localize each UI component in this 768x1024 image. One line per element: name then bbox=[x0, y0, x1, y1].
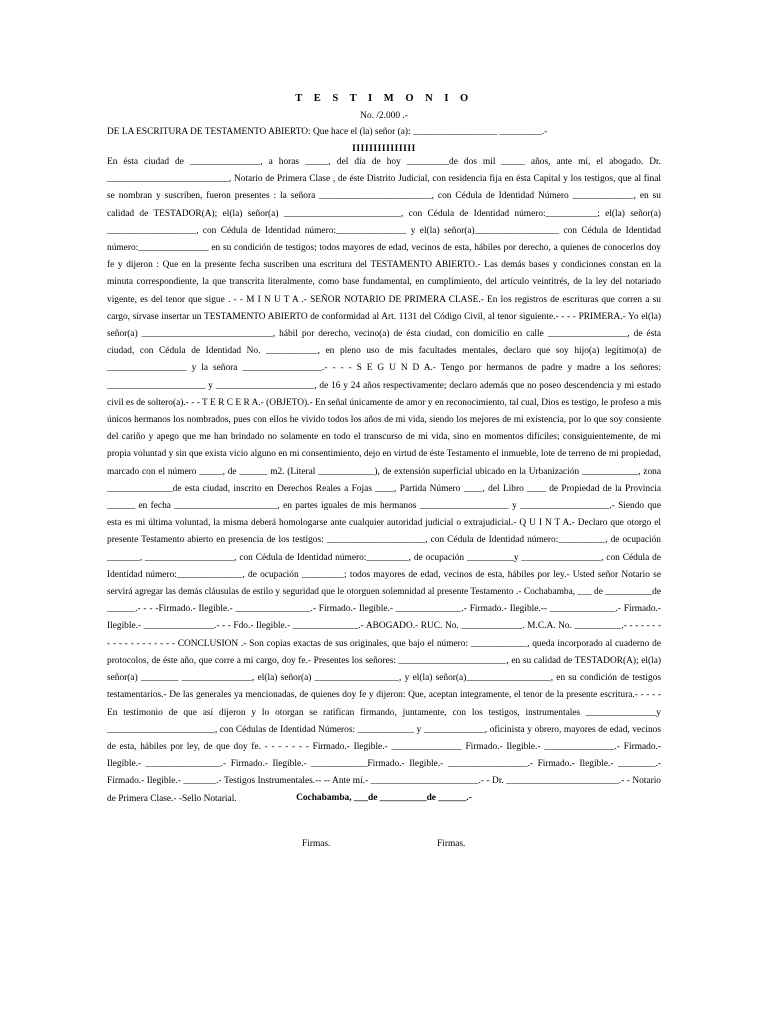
closing-line: Cochabamba, ___de __________de ______.- bbox=[296, 793, 472, 803]
document-body bbox=[107, 154, 661, 808]
body-text: En ésta ciudad de _______________, a horas _____, del día de hoy _________de dos mil _____ años, ante mí, el abogado. Dr. __________________________, Notario de Primera Clase , de éste Distrito Judicial, con residencia fija en ésta Capital y los testigos, que al final se nombran y suscriben, fueron presentes : la señora ________________________, con Cédula de Identidad Número _____________, en su calidad de TESTADOR(A); el(la) señor(a) _________________________, con Cédula de Identidad número:___________; el(la) señor(a) ___________________, con Cédula de Identidad número:_______________ y el(la) señor(a)__________________ con Cédula de Identidad número:_______________ en su condición de testigos; todos mayores de edad, vecinos de esta, hábiles por derecho, a quienes de conocerlos doy fe y dijeron : Que en la presente fecha suscriben una escritura del TESTAMENTO ABIERTO.- Las demás bases y condiciones constan en la minuta correspondiente, la que transcrita literalmente, como base fundamental, en cumplimiento, del artículo veintitrés, de la ley del notariado vigente, es del tenor que sigue . - - M I N U T A .- SEÑOR NOTARIO DE PRIMERA CLASE.- En los registros de escrituras que corren a su cargo, sírvase insertar un TESTAMENTO ABIERTO de conformidad al Art. 1131 del Código Civil, al tenor siguiente.- - - - PRIMERA.- Yo el(la) señor(a) ____________________________, hábil por derecho, vecino(a) de ésta ciudad, con domicilio en calle _________________, de ésta ciudad, con Cédula de Identidad No. ___________, en pleno uso de mis facultades mentales, declaro que soy hijo(a) legítimo(a) de _________________ y la señora _________________.- - - - S E G U N D A.- Tengo por hermanos de padre y madre a los señores: _____________________ y _____________________, de 16 y 24 años respectivamente; declaro además que no poseo descendencia y mi estado civil es de soltero(a).- - - T E R C E R A.- (OBJETO).- En señal únicamente de amor y en reconocimiento, tal cual, Dios es testigo, le profeso a mis únicos hermanos los nombrados, pues con ellos he vivido todos los años de mi vida, siendo los mejores de mi existencia, por lo que soy consiente del cariño y apego que me han brindado no solamente en todo el transcurso de mi vida, sino en momentos difíciles; consiguientemente, de mi propia voluntad y sin que exista vicio alguno en mi consentimiento, dejo en virtud de éste Testamento el inmueble, lote de terreno de mi propiedad, marcado con el número _____, de ______ m2. (Literal ____________), de extensión superficial ubicado en la Urbanización ____________, zona ______________de esta ciudad, inscrito en Derechos Reales a Fojas ____, Partida Número ____, del Libro ____ de Propiedad de la Provincia ______ en fecha ______________________, en partes iguales de mis hermanos ___________________ y ___________________.- Siendo que esta es mi última voluntad, la misma deberá homologarse ante cualquier autoridad judicial o extrajudicial.- Q U I N T A.- Declaro que otorgo el presente Testamento abierto en presencia de los testigos: _____________________, con Cédula de Identidad número:__________, de ocupación _______, ___________________, con Cédula de Identidad número:_________, de ocupación __________y _________________, con Cédula de Identidad número:______________, de ocupación _________; todos mayores de edad, vecinos de esta, hábiles por ley.- Usted señor Notario se servirá agregar las demás cláusulas de estilo y seguridad que le otorguen solemnidad al presente Testamento .- Cochabamba, ___ de __________de ______.- - - -Firmado.- Ilegible.- ________________.- Firmado.- Ilegible.- ______________.- Firmado.- Ilegible.-- ______________.- Firmado.- Ilegible.- _______________.- - - Fdo.- Ilegible.- ______________.- ABOGADO.- RUC. No. _____________. M.C.A. No. __________.- - - - - - - - - - - - - - - - - - - CONCLUSION .- Son copias exactas de sus originales, que bajo el número: ____________, queda incorporado al cuaderno de protocolos, de éste año, que corre a mi cargo, doy fe.- Presentes los señores: _______________________, en su calidad de TESTADOR(A); el(la) señor(a) ________ _______________, el(la) señor(a) __________________, y el(la) señor(a)__________________, en su condición de testigos testamentarios.- De las generales ya mencionadas, de quienes doy fe y dijeron: Que, aceptan íntegramente, el tenor de la presente escritura.- - - - - En testimonio de que así dijeron y lo otorgan se ratifican firmando, juntamente, con los testigos, instrumentales _______________y _______________________, con Cédulas de Identidad Números: ____________ y _____________, oficinista y obrero, mayores de edad, vecinos de esta, hábiles por ley, de que doy fe. - - - - - - - Firmado.- Ilegible.- _______________ Firmado.- Ilegible.- _______________.- Firmado.- Ilegible.- ________________.- Firmado.- Ilegible.- ____________Firmado.- Ilegible.- _________________.- Firmado.- Ilegible.- ________.- Firmado.- Ilegible.- _______.- Testigos Instrumentales.-- -- Ante mí.- _______________________.- - Dr. ________________________.- - Notario de Primera Clase.- -Sello Notarial. bbox=[107, 157, 661, 804]
separator-marks: IIIIIIIIIIIIIII bbox=[352, 144, 416, 154]
signature-right: Firmas. bbox=[437, 839, 466, 849]
document-number: No. /2.000 .- bbox=[360, 111, 408, 121]
document-title: T E S T I M O N I O bbox=[295, 93, 473, 104]
signature-left: Firmas. bbox=[302, 839, 331, 849]
document-header-line: DE LA ESCRITURA DE TESTAMENTO ABIERTO: Que hace el (la) señor (a): __________________ _________.- bbox=[107, 127, 548, 137]
